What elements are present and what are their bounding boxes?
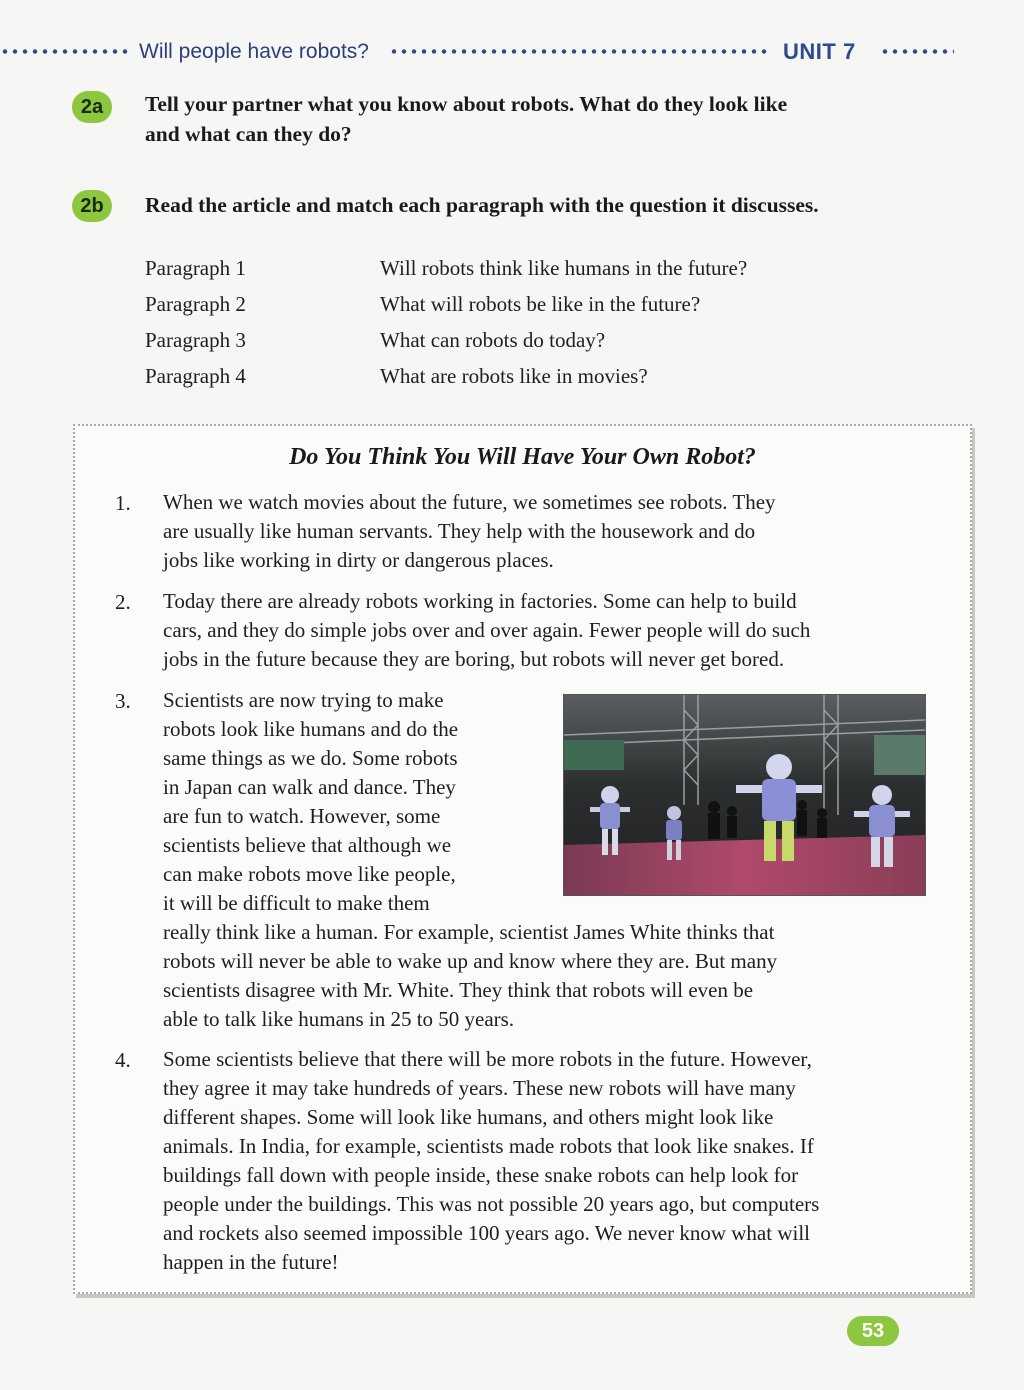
text-line: Today there are already robots working in factories. Some can help to build — [163, 589, 797, 613]
matching-row — [145, 256, 905, 292]
matching-row — [145, 292, 905, 328]
paragraph-number: 1. — [115, 491, 131, 515]
header-dots-right — [880, 49, 954, 54]
text-line: scientists disagree with Mr. White. They think that robots will even be — [163, 978, 754, 1002]
text-line: cars, and they do simple jobs over and over again. Fewer people will do such — [163, 618, 811, 642]
page-header — [0, 36, 1024, 68]
paragraph-number: 3. — [115, 689, 131, 713]
matching-row — [145, 364, 905, 400]
question-text: What can robots do today? — [380, 328, 606, 352]
badge-2b: 2b — [72, 190, 112, 222]
paragraph-number: 4. — [115, 1048, 131, 1072]
page-number-badge: 53 — [847, 1316, 899, 1346]
instruction-2b: Read the article and match each paragraph with the question it discusses. — [145, 193, 819, 217]
text-line: in Japan can walk and dance. They — [163, 775, 456, 799]
paragraph-number: 2. — [115, 590, 131, 614]
text-line: they agree it may take hundreds of years. These new robots will have many — [163, 1076, 796, 1100]
question-text: What are robots like in movies? — [380, 364, 648, 388]
robot-photo — [563, 694, 926, 896]
instruction-2a-line2: and what can they do? — [145, 122, 352, 146]
article-paragraph-4 — [163, 1045, 819, 1277]
paragraph-label: Paragraph 2 — [145, 292, 246, 316]
text-line: happen in the future! — [163, 1250, 339, 1274]
header-title: Will people have robots? — [139, 40, 369, 63]
text-line: can make robots move like people, — [163, 862, 456, 886]
text-line: jobs in the future because they are boring, but robots will never get bored. — [163, 647, 785, 671]
text-line: When we watch movies about the future, we sometimes see robots. They — [163, 490, 776, 514]
text-line: people under the buildings. This was not possible 20 years ago, but computers — [163, 1192, 820, 1216]
text-line: and rockets also seemed impossible 100 years ago. We never know what will — [163, 1221, 811, 1245]
text-line: jobs like working in dirty or dangerous places. — [163, 548, 554, 572]
text-line: are usually like human servants. They help with the housework and do — [163, 519, 756, 543]
text-line: scientists believe that although we — [163, 833, 452, 857]
instruction-2a-line1: Tell your partner what you know about robots. What do they look like — [145, 92, 788, 116]
text-line: buildings fall down with people inside, these snake robots can help look for — [163, 1163, 799, 1187]
text-line: same things as we do. Some robots — [163, 746, 458, 770]
question-text: Will robots think like humans in the future? — [380, 256, 748, 280]
article-box — [73, 424, 972, 1294]
badge-2a: 2a — [72, 91, 112, 123]
text-line: are fun to watch. However, some — [163, 804, 441, 828]
paragraph-label: Paragraph 3 — [145, 328, 246, 352]
unit-label: UNIT 7 — [783, 39, 856, 64]
matching-row — [145, 328, 905, 364]
text-line: Scientists are now trying to make — [163, 688, 444, 712]
article-title: Do You Think You Will Have Your Own Robot? — [289, 444, 756, 470]
header-dots-left — [0, 49, 130, 54]
text-line: robots will never be able to wake up and know where they are. But many — [163, 949, 778, 973]
header-dots-middle — [389, 49, 769, 54]
text-line: Some scientists believe that there will be more robots in the future. However, — [163, 1047, 812, 1071]
text-line: different shapes. Some will look like humans, and others might look like — [163, 1105, 774, 1129]
text-line: really think like a human. For example, scientist James White thinks that — [163, 920, 775, 944]
instruction-2a — [145, 89, 787, 149]
text-line: animals. In India, for example, scientists made robots that look like snakes. If — [163, 1134, 814, 1158]
text-line: robots look like humans and do the — [163, 717, 459, 741]
article-paragraph-2 — [163, 587, 810, 674]
question-text: What will robots be like in the future? — [380, 292, 701, 316]
article-paragraph-1 — [163, 488, 776, 575]
paragraph-label: Paragraph 4 — [145, 364, 246, 388]
dancing-robots-image — [564, 695, 925, 895]
text-line: it will be difficult to make them — [163, 891, 430, 915]
text-line: able to talk like humans in 25 to 50 years. — [163, 1007, 515, 1031]
paragraph-label: Paragraph 1 — [145, 256, 246, 280]
